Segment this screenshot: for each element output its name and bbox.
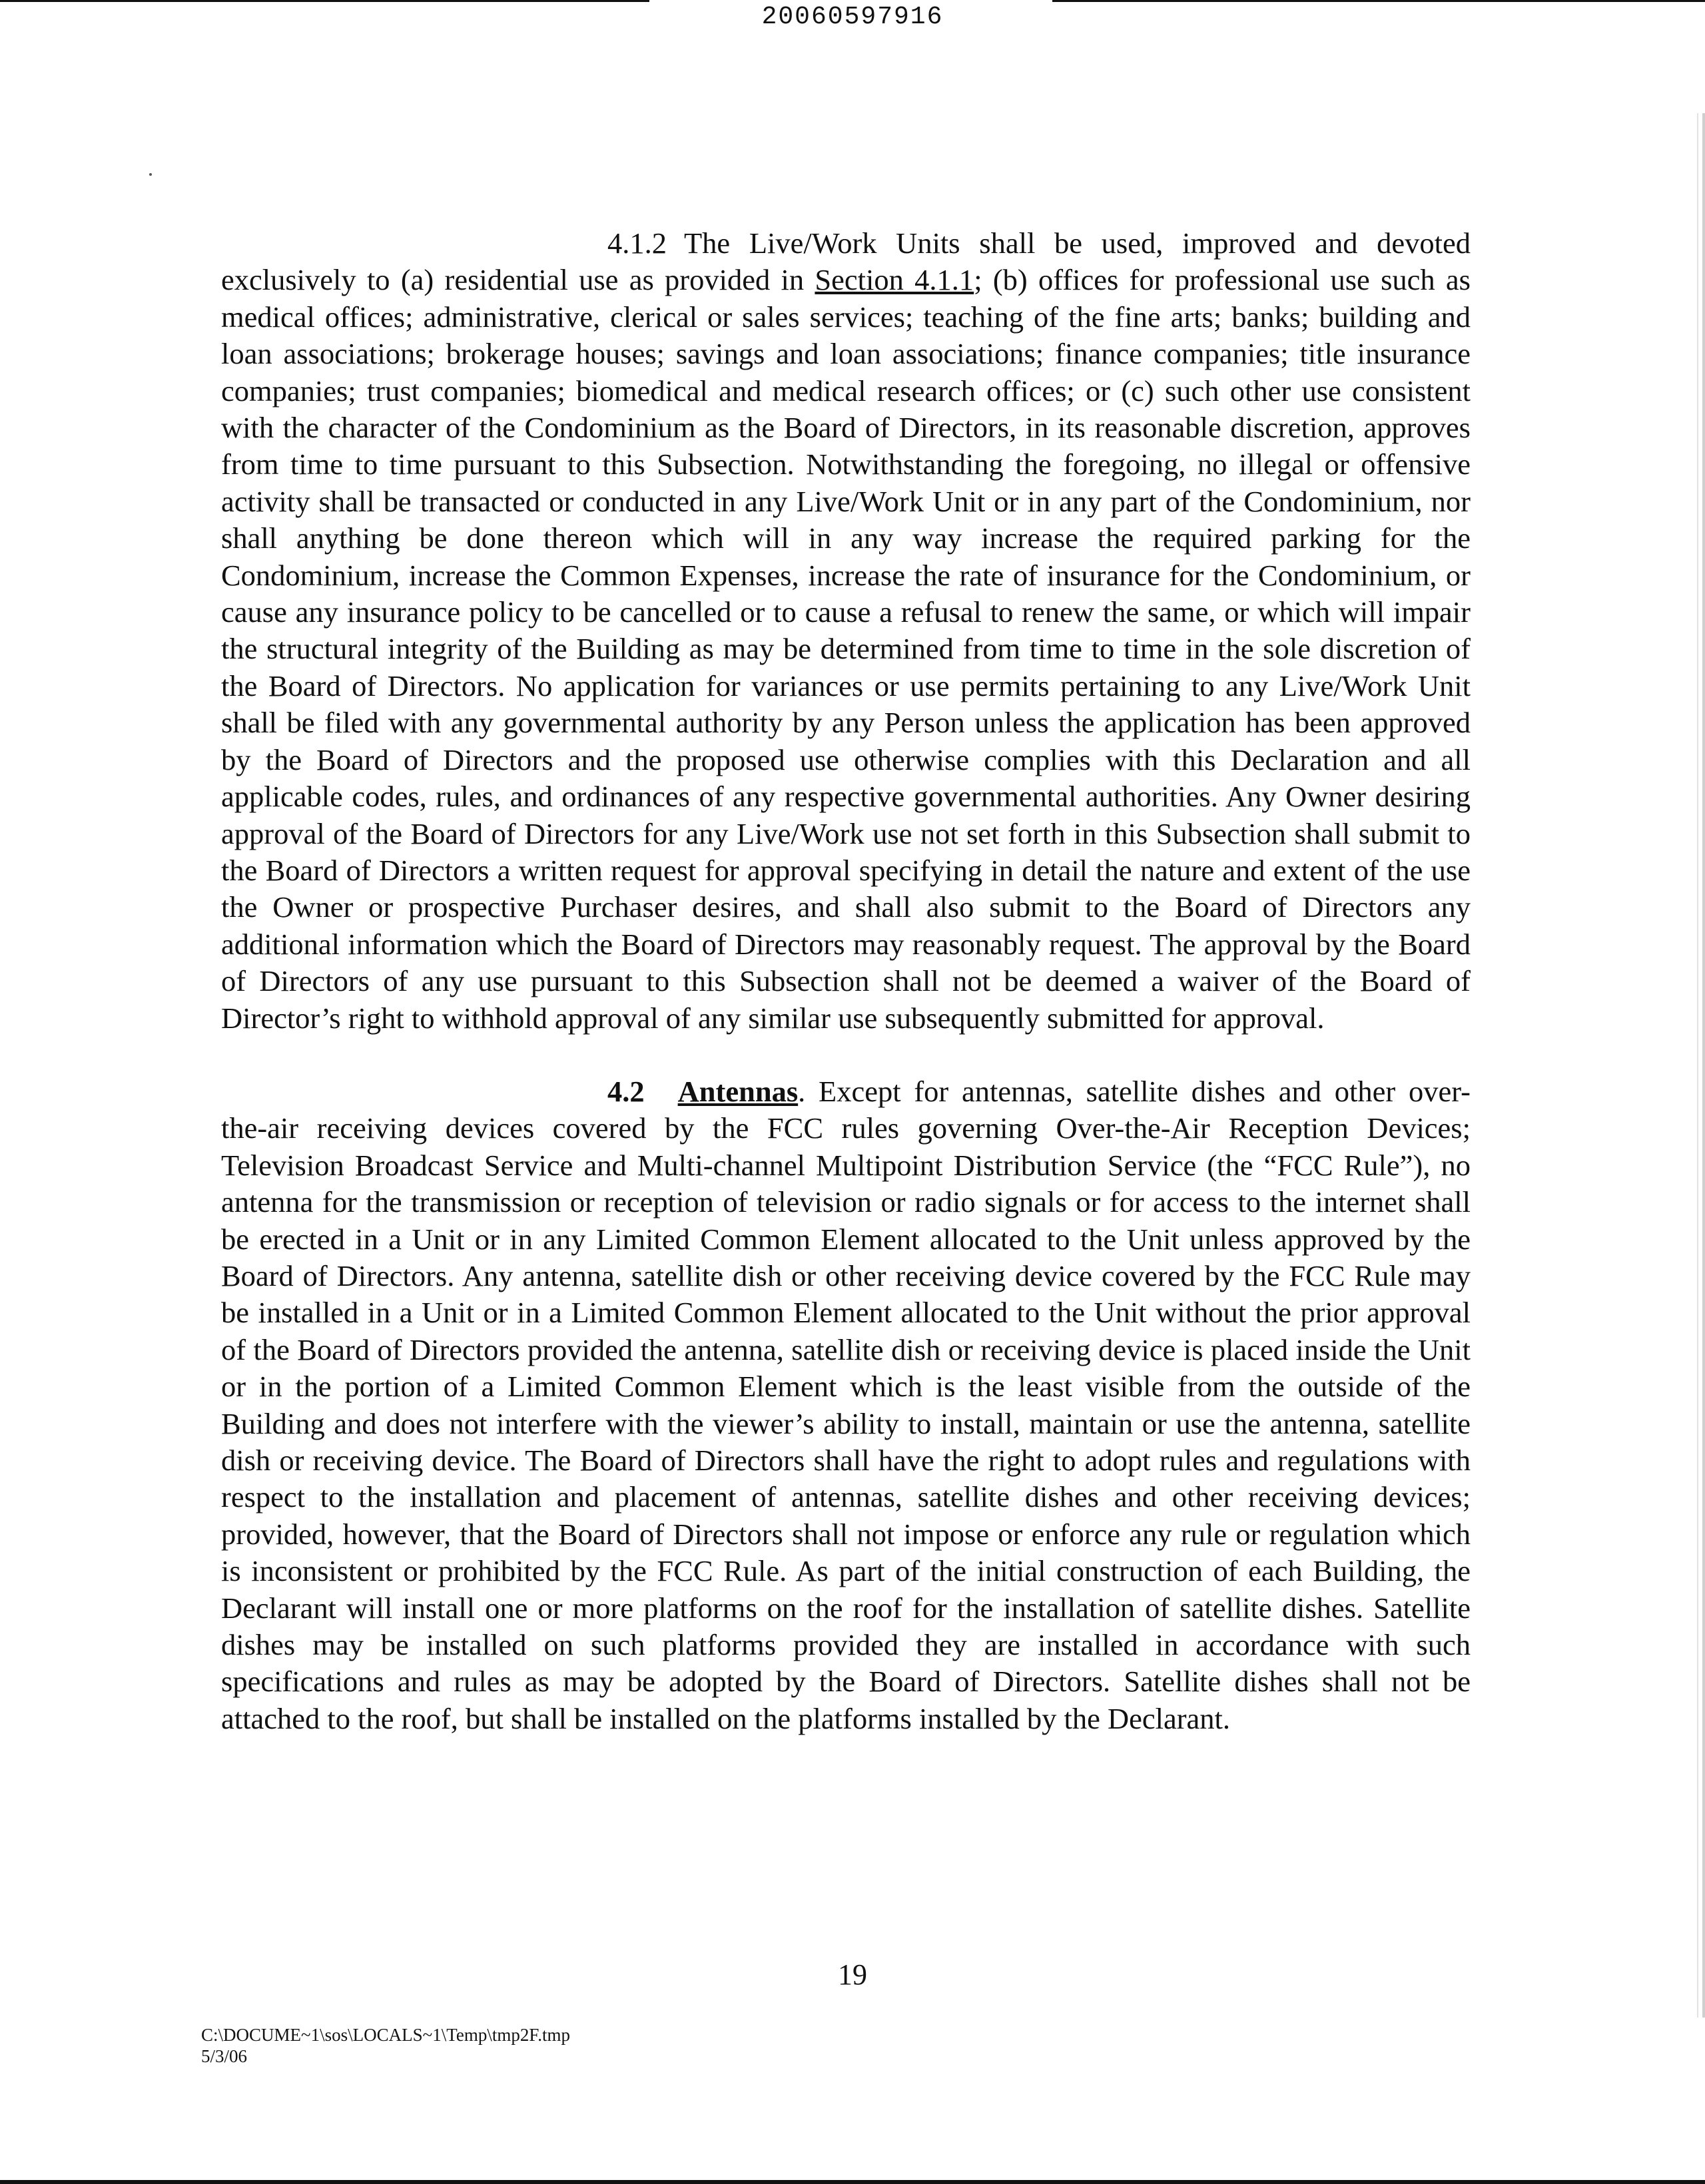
footer [201, 2024, 570, 2067]
footer-date: 5/3/06 [201, 2046, 248, 2066]
section-4-2 [221, 1073, 1471, 1737]
scan-edge-right [1702, 113, 1705, 2018]
scan-speck [149, 173, 152, 176]
document-id: 20060597916 [761, 3, 944, 31]
page-number: 19 [838, 1958, 867, 1991]
bottom-border [0, 2180, 1705, 2184]
section-reference: Section 4.1.1 [815, 263, 974, 297]
footer-file-path: C:\DOCUME~1\sos\LOCALS~1\Temp\tmp2F.tmp [201, 2025, 570, 2045]
scan-edge-right-inner [1697, 113, 1698, 2018]
section-number: 4.1.2 [607, 226, 667, 260]
document-body [221, 225, 1471, 1737]
top-border-right [1052, 0, 1705, 2]
section-text-part1: The Live/Work Units shall be used, improved and devoted exclusively to (a) residential use as provided in [221, 226, 1471, 297]
section-text-part2: ; (b) offices for professional use such as medical offices; administrative, clerical or sales services; teaching of the fine arts; banks; building and loan associations; brokerage houses; savings and loan associations; finance companies; title insurance companies; trust companies; biomedical and medical research offices; or (c) such other use consistent with the character of the Condominium as the Board of Directors, in its reasonable discretion, approves from time to time pursuant to this Subsection. Notwithstanding the foregoing, no illegal or offensive activity shall be transacted or conducted in any Live/Work Unit or in any part of the Condominium, nor shall anything be done thereon which will in any way increase the required parking for the Condominium, increase the Common Expenses, increase the rate of insurance for the Condominium, or cause any insurance policy to be cancelled or to cause a refusal to renew the same, or which will impair the structural integrity of the Building as may be determined from time to time in the sole discretion of the Board of Directors. No application for variances or use permits pertaining to any Live/Work Unit shall be filed with any governmental authority by any Person unless the application has been approved by the Board of Directors and the proposed use otherwise complies with this Declaration and all applicable codes, rules, and ordinances of any respective governmental authorities. Any Owner desiring approval of the Board of Directors for any Live/Work use not set forth in this Subsection shall submit to the Board of Directors a written request for approval specifying in detail the nature and extent of the use the Owner or prospective Purchaser desires, and shall also submit to the Board of Directors any additional information which the Board of Directors may reasonably request. The approval by the Board of Directors of any use pursuant to this Subsection shall not be deemed a waiver of the Board of Director’s right to withhold approval of any similar use subsequently submitted for approval. [221, 263, 1471, 1035]
section-number: 4.2 [607, 1074, 645, 1108]
section-heading: Antennas [677, 1074, 799, 1108]
section-4-1-2 [221, 225, 1471, 1037]
section-text: . Except for antennas, satellite dishes and other over-the-air receiving devices covered by the FCC rules governing Over-the-Air Reception Devices; Television Broadcast Service and Multi-channel Multipoint Distribution Service (the “FCC Rule”), no antenna for the transmission or reception of television or radio signals or for access to the internet shall be erected in a Unit or in any Limited Common Element allocated to the Unit unless approved by the Board of Directors. Any antenna, satellite dish or other receiving device covered by the FCC Rule may be installed in a Unit or in a Limited Common Element allocated to the Unit without the prior approval of the Board of Directors provided the antenna, satellite dish or receiving device is placed inside the Unit or in the portion of a Limited Common Element which is the least visible from the outside of the Building and does not interfere with the viewer’s ability to install, maintain or use the antenna, satellite dish or receiving device. The Board of Directors shall have the right to adopt rules and regulations with respect to the installation and placement of antennas, satellite dishes and other receiving devices; provided, however, that the Board of Directors shall not impose or enforce any rule or regulation which is inconsistent or prohibited by the FCC Rule. As part of the initial construction of each Building, the Declarant will install one or more platforms on the roof for the installation of satellite dishes. Satellite dishes may be installed on such platforms provided they are installed in accordance with such specifications and rules as may be adopted by the Board of Directors. Satellite dishes shall not be attached to the roof, but shall be installed on the platforms installed by the Declarant. [221, 1074, 1471, 1735]
top-border-left [0, 0, 649, 2]
